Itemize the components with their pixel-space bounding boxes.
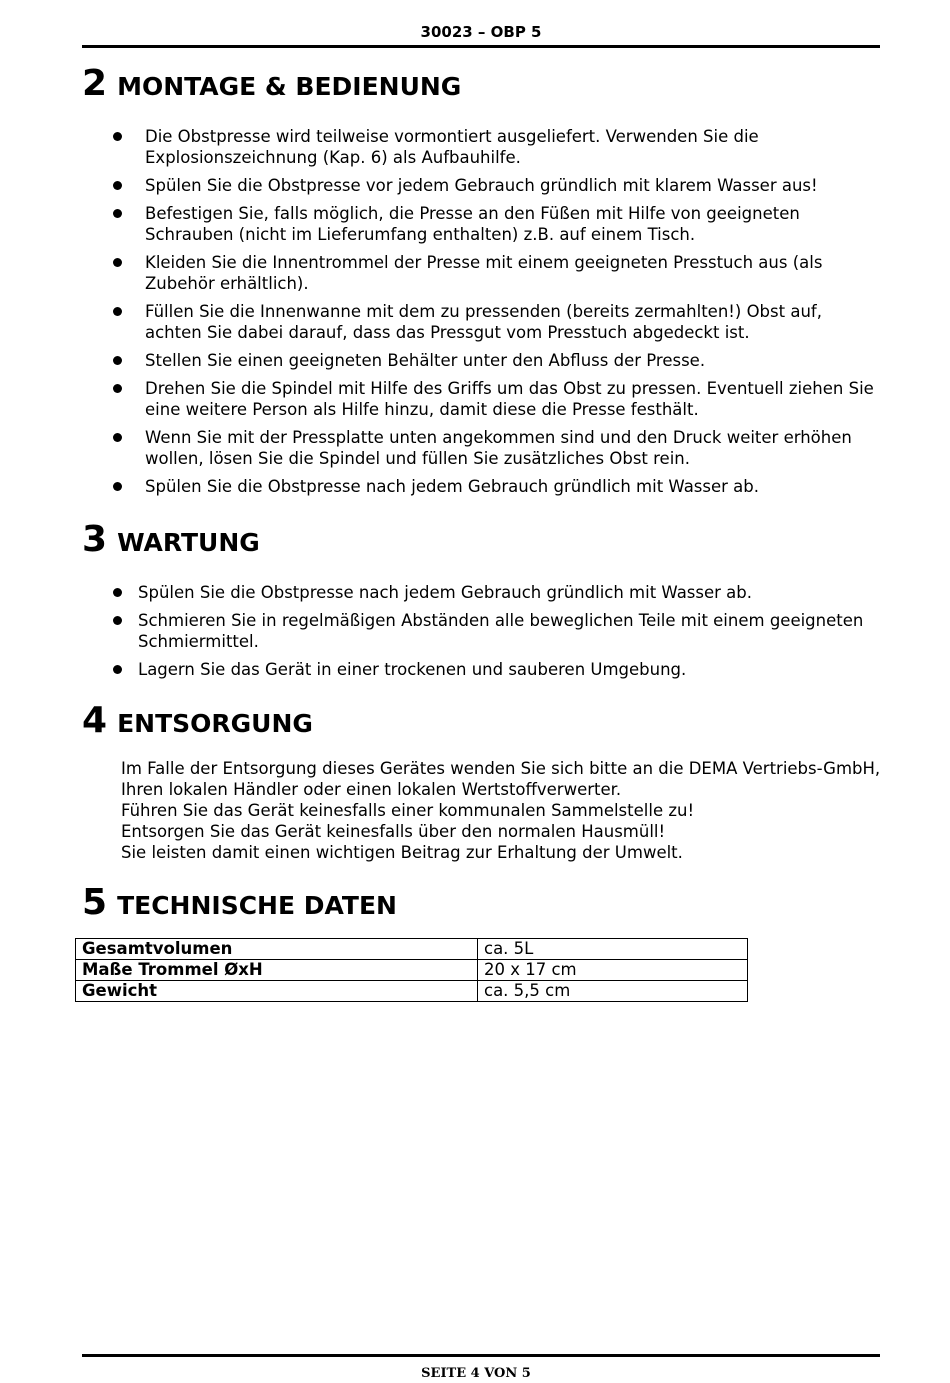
paragraph-line: Sie leisten damit einen wichtigen Beitrag zur Erhaltung der Umwelt. bbox=[121, 843, 683, 862]
bullet-icon bbox=[113, 356, 122, 365]
bullet-icon bbox=[113, 209, 122, 218]
list-item-text: Schmieren Sie in regelmäßigen Abständen alle beweglichen Teile mit einem geeigneten Schmiermittel. bbox=[138, 611, 864, 651]
section-number: 4 bbox=[82, 700, 108, 741]
list-item bbox=[145, 427, 880, 469]
section-title-text: TECHNISCHE DATEN bbox=[117, 891, 397, 920]
list-item bbox=[145, 126, 880, 168]
table-row bbox=[76, 960, 748, 981]
list-item-text: Füllen Sie die Innenwanne mit dem zu pressenden (bereits zermahlten!) Obst auf, achten Sie dabei darauf, dass das Pressgut vom Presstuch abgedeckt ist. bbox=[145, 302, 822, 342]
list-item-text: Lagern Sie das Gerät in einer trockenen und sauberen Umgebung. bbox=[138, 660, 687, 679]
list-item-text: Spülen Sie die Obstpresse nach jedem Gebrauch gründlich mit Wasser ab. bbox=[138, 583, 753, 602]
montage-bullet-list bbox=[145, 126, 880, 504]
bullet-icon bbox=[113, 616, 122, 625]
bullet-icon bbox=[113, 181, 122, 190]
list-item-text: Wenn Sie mit der Pressplatte unten angekommen sind und den Druck weiter erhöhen wollen, lösen Sie die Spindel und füllen Sie zusätzliches Obst rein. bbox=[145, 428, 852, 468]
table-cell-value: ca. 5L bbox=[478, 939, 748, 960]
section-title-text: WARTUNG bbox=[117, 528, 260, 557]
table-cell-value: ca. 5,5 cm bbox=[478, 981, 748, 1002]
bullet-icon bbox=[113, 482, 122, 491]
list-item bbox=[145, 175, 880, 196]
section-title-text: MONTAGE & BEDIENUNG bbox=[117, 72, 462, 101]
section-number: 3 bbox=[82, 519, 108, 560]
entsorgung-paragraph bbox=[121, 758, 881, 863]
list-item bbox=[138, 610, 880, 652]
list-item-text: Befestigen Sie, falls möglich, die Presse an den Füßen mit Hilfe von geeigneten Schrauben (nicht im Lieferumfang enthalten) z.B. auf einem Tisch. bbox=[145, 204, 800, 244]
section-heading-montage bbox=[82, 63, 462, 105]
header-rule bbox=[82, 45, 880, 48]
list-item bbox=[138, 582, 880, 603]
list-item bbox=[145, 252, 880, 294]
section-heading-entsorgung bbox=[82, 700, 313, 742]
wartung-bullet-list bbox=[138, 582, 880, 687]
section-title-text: ENTSORGUNG bbox=[117, 709, 313, 738]
list-item bbox=[145, 301, 880, 343]
table-row bbox=[76, 981, 748, 1002]
table-cell-label: Gesamtvolumen bbox=[76, 939, 478, 960]
paragraph-line: Führen Sie das Gerät keinesfalls einer kommunalen Sammelstelle zu! bbox=[121, 801, 695, 820]
technical-data-table bbox=[75, 938, 748, 1002]
section-number: 5 bbox=[82, 882, 108, 923]
bullet-icon bbox=[113, 433, 122, 442]
list-item-text: Spülen Sie die Obstpresse nach jedem Gebrauch gründlich mit Wasser ab. bbox=[145, 477, 760, 496]
list-item bbox=[145, 350, 880, 371]
list-item bbox=[145, 476, 880, 497]
list-item-text: Drehen Sie die Spindel mit Hilfe des Griffs um das Obst zu pressen. Eventuell ziehen Sie eine weitere Person als Hilfe hinzu, damit diese die Presse festhält. bbox=[145, 379, 874, 419]
list-item-text: Die Obstpresse wird teilweise vormontiert ausgeliefert. Verwenden Sie die Explosionszeichnung (Kap. 6) als Aufbauhilfe. bbox=[145, 127, 759, 167]
table-cell-label: Maße Trommel ØxH bbox=[76, 960, 478, 981]
section-heading-technische-daten bbox=[82, 882, 397, 924]
page-footer: SEITE 4 VON 5 bbox=[421, 1366, 531, 1381]
page-header: 30023 – OBP 5 bbox=[420, 23, 542, 41]
list-item-text: Kleiden Sie die Innentrommel der Presse mit einem geeigneten Presstuch aus (als Zubehör erhältlich). bbox=[145, 253, 823, 293]
table-cell-value: 20 x 17 cm bbox=[478, 960, 748, 981]
list-item-text: Stellen Sie einen geeigneten Behälter unter den Abfluss der Presse. bbox=[145, 351, 706, 370]
table-row bbox=[76, 939, 748, 960]
bullet-icon bbox=[113, 384, 122, 393]
bullet-icon bbox=[113, 307, 122, 316]
list-item bbox=[145, 378, 880, 420]
bullet-icon bbox=[113, 258, 122, 267]
list-item bbox=[138, 659, 880, 680]
bullet-icon bbox=[113, 665, 122, 674]
table-cell-label: Gewicht bbox=[76, 981, 478, 1002]
list-item bbox=[145, 203, 880, 245]
footer-rule bbox=[82, 1354, 880, 1357]
section-number: 2 bbox=[82, 63, 108, 104]
paragraph-line: Entsorgen Sie das Gerät keinesfalls über den normalen Hausmüll! bbox=[121, 822, 666, 841]
bullet-icon bbox=[113, 588, 122, 597]
section-heading-wartung bbox=[82, 519, 260, 561]
list-item-text: Spülen Sie die Obstpresse vor jedem Gebrauch gründlich mit klarem Wasser aus! bbox=[145, 176, 818, 195]
paragraph-line: Im Falle der Entsorgung dieses Gerätes wenden Sie sich bitte an die DEMA Vertriebs-GmbH, Ihren lokalen Händler oder einen lokalen Wertstoffverwerter. bbox=[121, 759, 881, 799]
bullet-icon bbox=[113, 132, 122, 141]
